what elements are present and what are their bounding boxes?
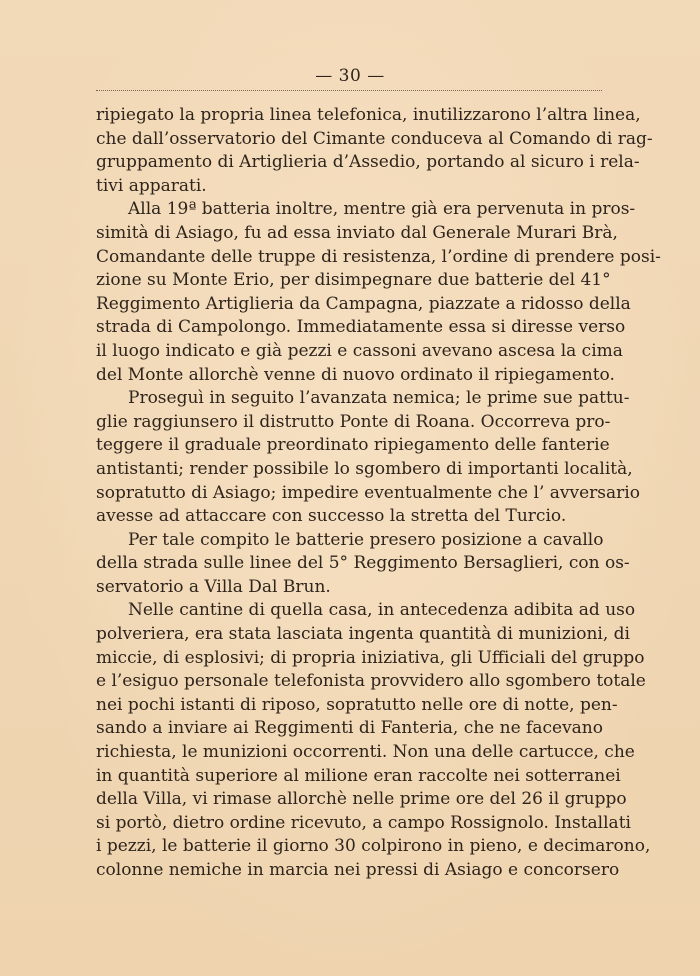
- text-line: sopratutto di Asiago; impedire eventualmente che l’ avversario: [96, 482, 640, 503]
- text-line: che dall’osservatorio del Cimante conduceva al Comando di rag-: [96, 128, 653, 149]
- paragraph: [96, 529, 630, 600]
- body-text: [96, 104, 661, 883]
- text-line: Alla 19ª batteria inoltre, mentre già era pervenuta in pros-: [128, 199, 636, 220]
- text-line: richiesta, le munizioni occorrenti. Non una delle cartucce, che: [96, 742, 635, 763]
- text-line: glie raggiunsero il distrutto Ponte di Roana. Occorreva pro-: [96, 411, 611, 432]
- text-line: il luogo indicato e già pezzi e cassoni avevano ascesa la cima: [96, 340, 623, 361]
- paragraph: [96, 599, 651, 882]
- paragraph: [96, 387, 640, 529]
- text-line: tivi apparati.: [96, 175, 207, 196]
- text-line: simità di Asiago, fu ad essa inviato dal Generale Murari Brà,: [96, 222, 618, 243]
- text-line: si portò, dietro ordine ricevuto, a campo Rossignolo. Installati: [96, 812, 631, 833]
- text-line: teggere il graduale preordinato ripiegamento delle fanterie: [96, 435, 610, 456]
- page-number: — 30 —: [315, 66, 385, 86]
- text-line: Nelle cantine di quella casa, in antecedenza adibita ad uso: [128, 600, 636, 621]
- text-line: Reggimento Artiglieria da Campagna, piazzate a ridosso della: [96, 293, 631, 314]
- text-line: Comandante delle truppe di resistenza, l’ordine di prendere posi-: [96, 246, 661, 267]
- text-line: del Monte allorchè venne di nuovo ordinato il ripiegamento.: [96, 364, 615, 385]
- text-line: servatorio a Villa Dal Brun.: [96, 576, 331, 597]
- text-line: i pezzi, le batterie il giorno 30 colpirono in pieno, e decimarono,: [96, 836, 651, 857]
- header-rule: [96, 90, 602, 91]
- text-line: colonne nemiche in marcia nei pressi di Asiago e concorsero: [96, 860, 620, 880]
- paragraph: [96, 104, 653, 198]
- text-line: Per tale compito le batterie presero posizione a cavallo: [128, 529, 604, 550]
- text-line: avesse ad attaccare con successo la stretta del Turcio.: [96, 506, 567, 527]
- text-line: Proseguì in seguito l’avanzata nemica; le prime sue pattu-: [128, 388, 630, 409]
- text-line: antistanti; render possibile lo sgombero di importanti località,: [96, 458, 633, 479]
- text-line: della strada sulle linee del 5° Reggimento Bersaglieri, con os-: [96, 553, 630, 574]
- text-line: zione su Monte Erio, per disimpegnare due batterie del 41°: [96, 270, 611, 291]
- text-line: sando a inviare ai Reggimenti di Fanteria, che ne facevano: [96, 718, 603, 739]
- text-line: e l’esiguo personale telefonista provvidero allo sgombero totale: [96, 671, 646, 692]
- text-line: polveriera, era stata lasciata ingenta quantità di munizioni, di: [96, 624, 630, 645]
- text-line: strada di Campolongo. Immediatamente essa si diresse verso: [96, 317, 626, 338]
- text-line: in quantità superiore al milione eran raccolte nei sotterranei: [96, 765, 621, 786]
- text-line: della Villa, vi rimase allorchè nelle prime ore del 26 il gruppo: [96, 789, 627, 810]
- text-line: miccie, di esplosivi; di propria iniziativa, gli Ufficiali del gruppo: [96, 647, 645, 668]
- paragraph: [96, 198, 661, 387]
- text-line: nei pochi istanti di riposo, sopratutto nelle ore di notte, pen-: [96, 694, 618, 715]
- text-line: gruppamento di Artiglieria d’Assedio, portando al sicuro i rela-: [96, 152, 640, 173]
- text-line: ripiegato la propria linea telefonica, inutilizzarono l’altra linea,: [96, 105, 641, 125]
